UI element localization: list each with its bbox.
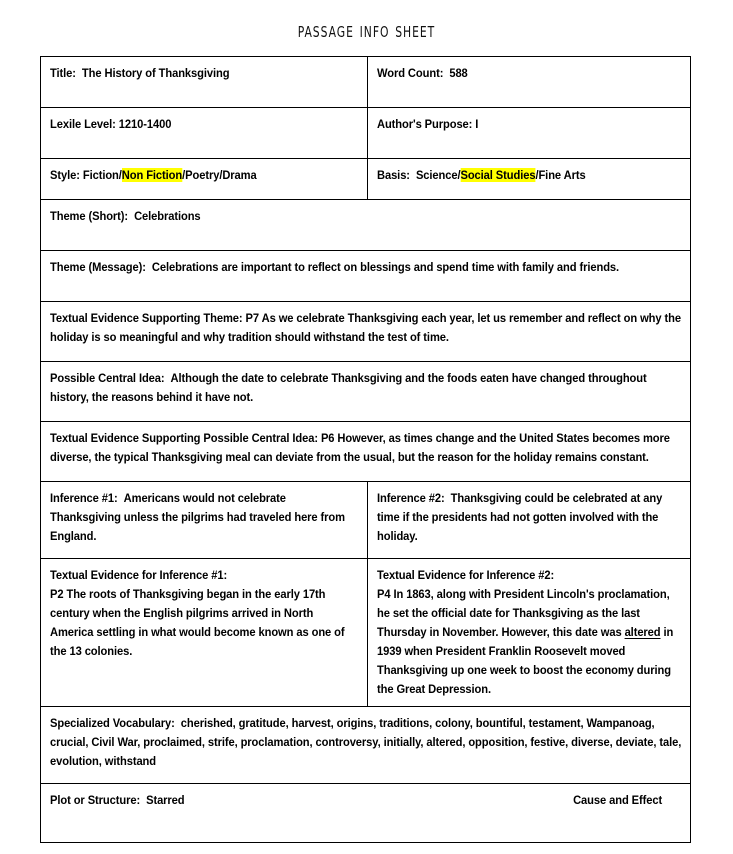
theme-short-label: Theme (Short): — [50, 209, 129, 223]
theme-message-label: Theme (Message): — [50, 260, 146, 274]
basis-option-science[interactable]: Science — [415, 168, 458, 182]
cell-possible-central-idea — [41, 362, 691, 422]
cell-evidence-supporting-theme — [41, 302, 691, 362]
table-row — [41, 108, 691, 159]
lexile-value: 1210-1400 — [118, 117, 172, 131]
vocabulary-label: Specialized Vocabulary: — [50, 716, 175, 730]
theme-short-value: Celebrations — [134, 209, 201, 223]
evidence-inf-1-value: P2 The roots of Thanksgiving began in the early 17th century when the English pilgrims arrived in North America settling in what would become known as one of the 13 colonies. — [50, 587, 345, 658]
style-label: Style: — [50, 168, 80, 182]
cell-evidence-inference-1 — [41, 559, 368, 707]
cell-inference-1 — [41, 482, 368, 559]
cell-evidence-inference-2 — [368, 559, 691, 707]
table-row — [41, 784, 691, 843]
style-option-drama[interactable]: Drama — [222, 168, 257, 182]
inference-1-value: Americans would not celebrate Thanksgiving unless the pilgrims had traveled here from England. — [50, 491, 345, 543]
evidence-inf-2-underlined-word: altered — [624, 625, 661, 639]
evidence-inf-2-text-before: P4 In 1863, along with President Lincoln's proclamation, he set the official date for Thanksgiving as the last Thursday in November. However, this date was — [377, 587, 670, 639]
table-row — [41, 707, 691, 784]
basis-option-fine-arts[interactable]: Fine Arts — [538, 168, 586, 182]
style-option-fiction[interactable]: Fiction — [82, 168, 119, 182]
cell-theme-message — [41, 251, 691, 302]
plot-structure-label: Plot or Structure: — [50, 793, 141, 807]
cell-evidence-supporting-central-idea — [41, 422, 691, 482]
cell-specialized-vocabulary — [41, 707, 691, 784]
cell-plot-or-structure — [41, 784, 691, 843]
evidence-central-value: P6 However, as times change and the United States becomes more diverse, the typical Thanksgiving meal can deviate from the usual, but the reason for the holiday remains constant. — [50, 431, 670, 464]
cell-basis: Basis: Science/Social Studies/Fine Arts — [368, 159, 691, 200]
table-row — [41, 482, 691, 559]
passage-info-table — [40, 56, 691, 843]
page-title: passage info sheet — [297, 18, 436, 42]
cell-title — [41, 57, 368, 108]
evidence-theme-value: P7 As we celebrate Thanksgiving each year, let us remember and reflect on why the holiday is so meaningful and why tradition should withstand the test of time. — [50, 311, 681, 344]
table-row — [41, 559, 691, 707]
cell-authors-purpose — [368, 108, 691, 159]
theme-message-value: Celebrations are important to reflect on blessings and spend time with family and friends. — [151, 260, 620, 274]
inference-2-value: Thanksgiving could be celebrated at any time if the presidents had not gotten involved with the holiday. — [377, 491, 663, 543]
lexile-label: Lexile Level: — [50, 117, 116, 131]
table-row — [41, 251, 691, 302]
table-row — [41, 422, 691, 482]
word-count-value: 588 — [449, 66, 468, 80]
inference-2-label: Inference #2: — [377, 491, 445, 505]
style-option-non-fiction-selected[interactable]: Non Fiction — [121, 168, 183, 182]
evidence-inf-2-text-after: in 1939 when President Franklin Roosevelt moved Thanksgiving up one week to boost the economy during the Great Depression. — [377, 625, 674, 696]
central-idea-value: Although the date to celebrate Thanksgiving and the foods eaten have changed throughout history, the reasons behind it have not. — [50, 371, 647, 404]
evidence-inf-1-label: Textual Evidence for Inference #1: — [50, 568, 228, 582]
table-row — [41, 362, 691, 422]
style-option-poetry[interactable]: Poetry — [185, 168, 220, 182]
plot-structure-value: Starred — [146, 793, 185, 807]
cell-inference-2 — [368, 482, 691, 559]
cell-word-count — [368, 57, 691, 108]
plot-structure-secondary: Cause and Effect — [573, 793, 663, 807]
central-idea-label: Possible Central Idea: — [50, 371, 165, 385]
table-row — [41, 200, 691, 251]
table-row — [41, 159, 691, 200]
cell-lexile-level — [41, 108, 368, 159]
vocabulary-value: cherished, gratitude, harvest, origins, traditions, colony, bountiful, testament, Wampanoag, crucial, Civil War, proclaimed, strife, proclamation, controversy, initially, altered, opposition, festive, diverse, deviate, tale, evolution, withstand — [50, 716, 682, 768]
word-count-label: Word Count: — [377, 66, 444, 80]
plot-structure-primary — [50, 791, 185, 810]
inference-1-label: Inference #1: — [50, 491, 118, 505]
basis-option-social-studies-selected[interactable]: Social Studies — [460, 168, 536, 182]
evidence-inf-2-label: Textual Evidence for Inference #2: — [377, 568, 555, 582]
authors-purpose-label: Author's Purpose: — [377, 117, 473, 131]
authors-purpose-value: I — [475, 117, 479, 131]
evidence-theme-label: Textual Evidence Supporting Theme: — [50, 311, 243, 325]
basis-label: Basis: — [377, 168, 410, 182]
cell-theme-short — [41, 200, 691, 251]
title-value: The History of Thanksgiving — [81, 66, 230, 80]
table-row — [41, 302, 691, 362]
evidence-central-label: Textual Evidence Supporting Possible Central Idea: — [50, 431, 318, 445]
title-label: Title: — [50, 66, 76, 80]
cell-style: Style: Fiction/Non Fiction/Poetry/Drama — [41, 159, 368, 200]
table-row — [41, 57, 691, 108]
